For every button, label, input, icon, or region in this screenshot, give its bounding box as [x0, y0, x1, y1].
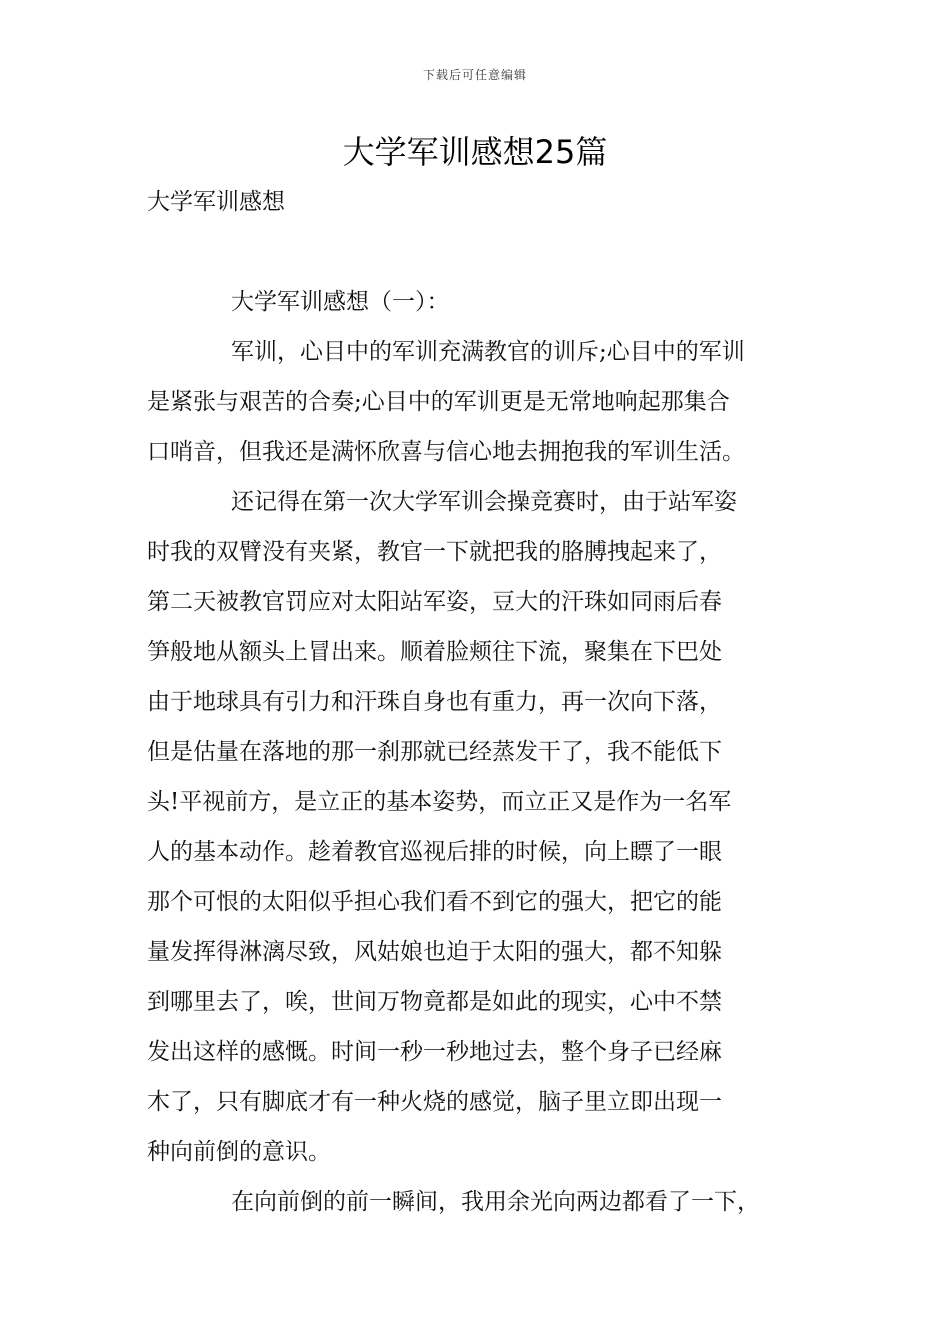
paragraph-line: 头!平视前方，是立正的基本姿势，而立正又是作为一名军: [147, 789, 732, 815]
paragraph-line: 发出这样的感慨。时间一秒一秒地过去，整个身子已经麻: [147, 1039, 722, 1065]
paragraph-3: [147, 1177, 817, 1227]
header-note: 下载后可任意编辑: [422, 68, 527, 82]
paragraph-line: 军训，心目中的军训充满教官的训斥;心目中的军训: [231, 339, 745, 365]
paragraph-line: 但是估量在落地的那一刹那就已经蒸发干了，我不能低下: [147, 739, 722, 765]
paragraph-line: 人的基本动作。趁着教官巡视后排的时候，向上瞟了一眼: [147, 839, 722, 865]
paragraph-1: [147, 327, 817, 477]
paragraph-line: 由于地球具有引力和汗珠自身也有重力，再一次向下落，: [147, 689, 722, 715]
document-title: 大学军训感想25篇: [342, 133, 608, 171]
paragraph-line: 量发挥得淋漓尽致，风姑娘也迫于太阳的强大，都不知躲: [147, 939, 722, 965]
paragraph-line: 那个可恨的太阳似乎担心我们看不到它的强大，把它的能: [147, 889, 722, 915]
section-heading: 大学军训感想（一）：: [231, 289, 450, 315]
paragraph-line: 还记得在第一次大学军训会操竞赛时，由于站军姿: [231, 489, 737, 515]
paragraph-line: 到哪里去了，唉，世间万物竟都是如此的现实，心中不禁: [147, 989, 722, 1015]
document-subtitle: 大学军训感想: [147, 189, 285, 215]
paragraph-line: 时我的双臂没有夹紧，教官一下就把我的胳膊拽起来了，: [147, 539, 722, 565]
paragraph-line: 口哨音，但我还是满怀欣喜与信心地去拥抱我的军训生活。: [147, 439, 745, 465]
paragraph-line: 笋般地从额头上冒出来。顺着脸颊往下流，聚集在下巴处: [147, 639, 722, 665]
paragraph-line: 种向前倒的意识。: [147, 1139, 331, 1165]
paragraph-line: 木了，只有脚底才有一种火烧的感觉，脑子里立即出现一: [147, 1089, 722, 1115]
paragraph-line: 第二天被教官罚应对太阳站军姿，豆大的汗珠如同雨后春: [147, 589, 722, 615]
paragraph-line: 是紧张与艰苦的合奏;心目中的军训更是无常地响起那集合: [147, 389, 730, 415]
paragraph-2: [147, 477, 817, 1177]
paragraph-line: 在向前倒的前一瞬间，我用余光向两边都看了一下，: [231, 1189, 760, 1215]
document-body: [147, 277, 817, 1227]
